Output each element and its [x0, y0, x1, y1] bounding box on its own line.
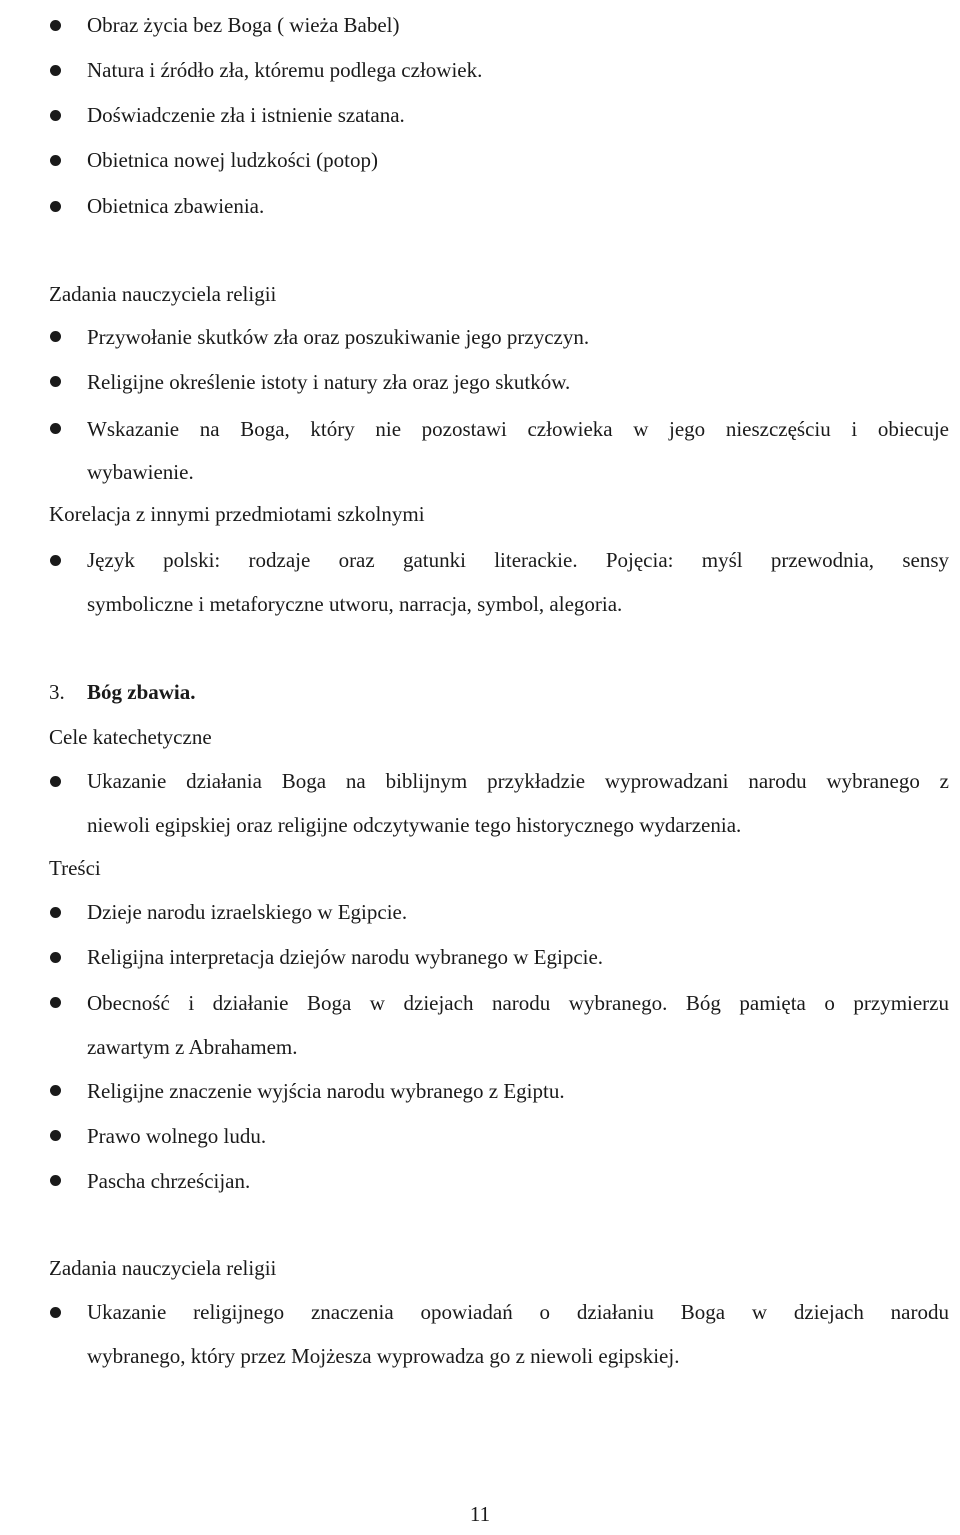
- list-item-line: Obecność i działanie Boga w dziejach narodu wybranego. Bóg pamięta o przymierzu: [87, 991, 949, 1015]
- section-heading: Zadania nauczyciela religii: [49, 282, 277, 306]
- list-item: Pascha chrześcijan.: [87, 1169, 251, 1193]
- bullet-icon: [50, 20, 61, 31]
- bullet-icon: [50, 907, 61, 918]
- bullet-icon: [50, 952, 61, 963]
- section-title: Bóg zbawia.: [87, 680, 196, 704]
- list-item: Dzieje narodu izraelskiego w Egipcie.: [87, 900, 408, 924]
- bullet-icon: [50, 1175, 61, 1186]
- list-item-line: zawartym z Abrahamem.: [87, 1035, 298, 1059]
- list-item-line: Ukazanie działania Boga na biblijnym przykładzie wyprowadzani narodu wybranego z: [87, 769, 949, 793]
- section-number: 3.: [49, 680, 65, 704]
- list-item: Przywołanie skutków zła oraz poszukiwanie jego przyczyn.: [87, 325, 590, 349]
- list-item: Obietnica nowej ludzkości (potop): [87, 148, 379, 172]
- list-item-line: Wskazanie na Boga, który nie pozostawi człowieka w jego nieszczęściu i obiecuje: [87, 417, 949, 441]
- list-item: Prawo wolnego ludu.: [87, 1124, 267, 1148]
- section-heading: Cele katechetyczne: [49, 725, 212, 749]
- section-heading: Korelacja z innymi przedmiotami szkolnymi: [49, 502, 425, 526]
- bullet-icon: [50, 1307, 61, 1318]
- list-item: Religijna interpretacja dziejów narodu wybranego w Egipcie.: [87, 945, 604, 969]
- list-item: Obietnica zbawienia.: [87, 194, 265, 218]
- list-item: Doświadczenie zła i istnienie szatana.: [87, 103, 405, 127]
- list-item-line: Język polski: rodzaje oraz gatunki literackie. Pojęcia: myśl przewodnia, sensy: [87, 548, 949, 572]
- bullet-icon: [50, 997, 61, 1008]
- list-item-line: wybawienie.: [87, 460, 194, 484]
- page-number: 11: [469, 1502, 491, 1526]
- list-item: Natura i źródło zła, któremu podlega człowiek.: [87, 58, 483, 82]
- list-item: Religijne określenie istoty i natury zła oraz jego skutków.: [87, 370, 571, 394]
- bullet-icon: [50, 331, 61, 342]
- section-heading: Treści: [49, 856, 101, 880]
- bullet-icon: [50, 1085, 61, 1096]
- bullet-icon: [50, 110, 61, 121]
- bullet-icon: [50, 1130, 61, 1141]
- list-item-line: symboliczne i metaforyczne utworu, narracja, symbol, alegoria.: [87, 592, 623, 616]
- bullet-icon: [50, 423, 61, 434]
- section-heading: Zadania nauczyciela religii: [49, 1256, 277, 1280]
- bullet-icon: [50, 555, 61, 566]
- bullet-icon: [50, 201, 61, 212]
- bullet-icon: [50, 376, 61, 387]
- list-item-line: Ukazanie religijnego znaczenia opowiadań o działaniu Boga w dziejach narodu: [87, 1300, 949, 1324]
- list-item: Religijne znaczenie wyjścia narodu wybranego z Egiptu.: [87, 1079, 565, 1103]
- bullet-icon: [50, 65, 61, 76]
- bullet-icon: [50, 776, 61, 787]
- list-item-line: wybranego, który przez Mojżesza wyprowadza go z niewoli egipskiej.: [87, 1344, 680, 1368]
- bullet-icon: [50, 155, 61, 166]
- list-item-line: niewoli egipskiej oraz religijne odczytywanie tego historycznego wydarzenia.: [87, 813, 742, 837]
- list-item: Obraz życia bez Boga ( wieża Babel): [87, 13, 400, 37]
